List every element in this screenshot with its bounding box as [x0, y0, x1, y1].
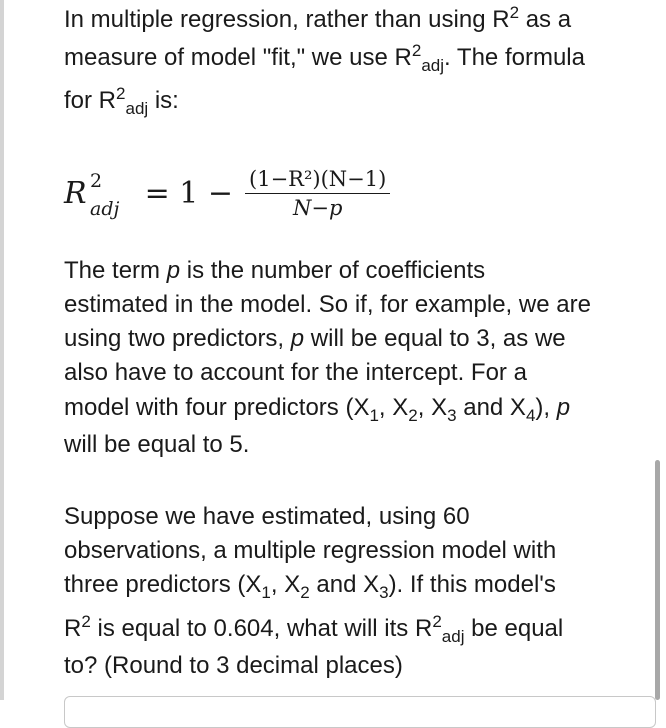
text-segment: p — [556, 394, 571, 421]
paragraph-2-line — [64, 393, 570, 423]
text-segment: using two predictors, — [64, 325, 291, 352]
text-segment: 2 — [509, 3, 520, 22]
text-segment: , X — [378, 394, 409, 421]
text-segment: 2 — [432, 612, 442, 631]
text-segment: 3 — [379, 583, 389, 602]
text-segment: will be equal to 5. — [64, 431, 250, 458]
text-segment: adj — [125, 99, 149, 118]
text-segment: . The formula — [444, 44, 585, 71]
text-segment: 4 — [525, 406, 536, 425]
text-segment: ). If this model's — [388, 571, 556, 598]
formula-lhs-sub: adj — [90, 197, 120, 220]
text-segment: 2 — [411, 41, 422, 60]
text-segment: The term — [64, 257, 167, 284]
text-segment: 1 — [261, 583, 271, 602]
text-segment: , X — [270, 571, 301, 598]
text-segment: 2 — [81, 612, 91, 631]
text-segment: to? (Round to 3 decimal places) — [64, 652, 403, 679]
text-segment: p — [290, 325, 305, 352]
text-segment: 2 — [408, 406, 418, 425]
formula-lhs — [64, 169, 145, 220]
paragraph-2-line — [64, 430, 249, 460]
scrollbar[interactable] — [655, 460, 660, 700]
text-segment: Suppose we have estimated, using 60 — [64, 503, 470, 530]
adjusted-r-squared-formula — [64, 158, 390, 228]
text-segment: and X — [456, 394, 526, 421]
text-segment: for R — [64, 87, 117, 114]
formula-lhs-sup: 2 — [90, 169, 103, 192]
text-segment: also have to account for the intercept. For a — [64, 359, 527, 386]
formula-equals-one-minus: = 1 − — [144, 175, 234, 211]
text-segment: ), — [535, 394, 557, 421]
paragraph-1-line — [64, 86, 179, 116]
text-segment: observations, a multiple regression model with — [64, 537, 557, 564]
text-segment: 1 — [369, 406, 379, 425]
text-segment: is the number of coefficients — [180, 257, 486, 284]
text-segment: p — [166, 257, 181, 284]
paragraph-3-line — [64, 614, 563, 644]
text-segment: , X — [417, 394, 448, 421]
answer-input[interactable] — [64, 696, 656, 728]
formula-numerator: (1−R²)(N−1) — [245, 167, 390, 194]
paragraph-1-line — [64, 43, 585, 73]
text-segment: be equal — [464, 615, 564, 642]
text-segment: adj — [421, 56, 445, 75]
paragraph-2-line — [64, 324, 566, 354]
text-segment: 2 — [300, 583, 310, 602]
paragraph-3-line — [64, 502, 470, 532]
text-segment: is: — [148, 87, 179, 114]
formula-denominator: N−p — [292, 195, 343, 220]
text-segment: will be equal to 3, as we — [304, 325, 566, 352]
text-segment: and X — [309, 571, 380, 598]
text-segment: is equal to 0.604, what will its R — [90, 615, 433, 642]
text-segment: model with four predictors (X — [64, 394, 370, 421]
text-segment: estimated in the model. So if, for example, we are — [64, 291, 591, 318]
paragraph-3-line — [64, 651, 403, 681]
paragraph-2-line — [64, 358, 527, 388]
text-segment: adj — [441, 627, 465, 646]
text-segment: three predictors (X — [64, 571, 262, 598]
paragraph-2-line — [64, 256, 485, 286]
text-segment: R — [64, 615, 82, 642]
paragraph-3-line — [64, 536, 556, 566]
paragraph-3-line — [64, 570, 556, 600]
text-segment: In multiple regression, rather than using R — [64, 6, 510, 33]
formula-fraction — [245, 167, 390, 220]
paragraph-2-line — [64, 290, 591, 320]
paragraph-1-line — [64, 5, 571, 35]
formula-lhs-base: R — [64, 175, 87, 211]
text-segment: as a — [519, 6, 572, 33]
text-segment: 3 — [447, 406, 457, 425]
text-segment: 2 — [116, 84, 126, 103]
text-segment: measure of model "fit," we use R — [64, 44, 412, 71]
left-border — [0, 0, 4, 700]
